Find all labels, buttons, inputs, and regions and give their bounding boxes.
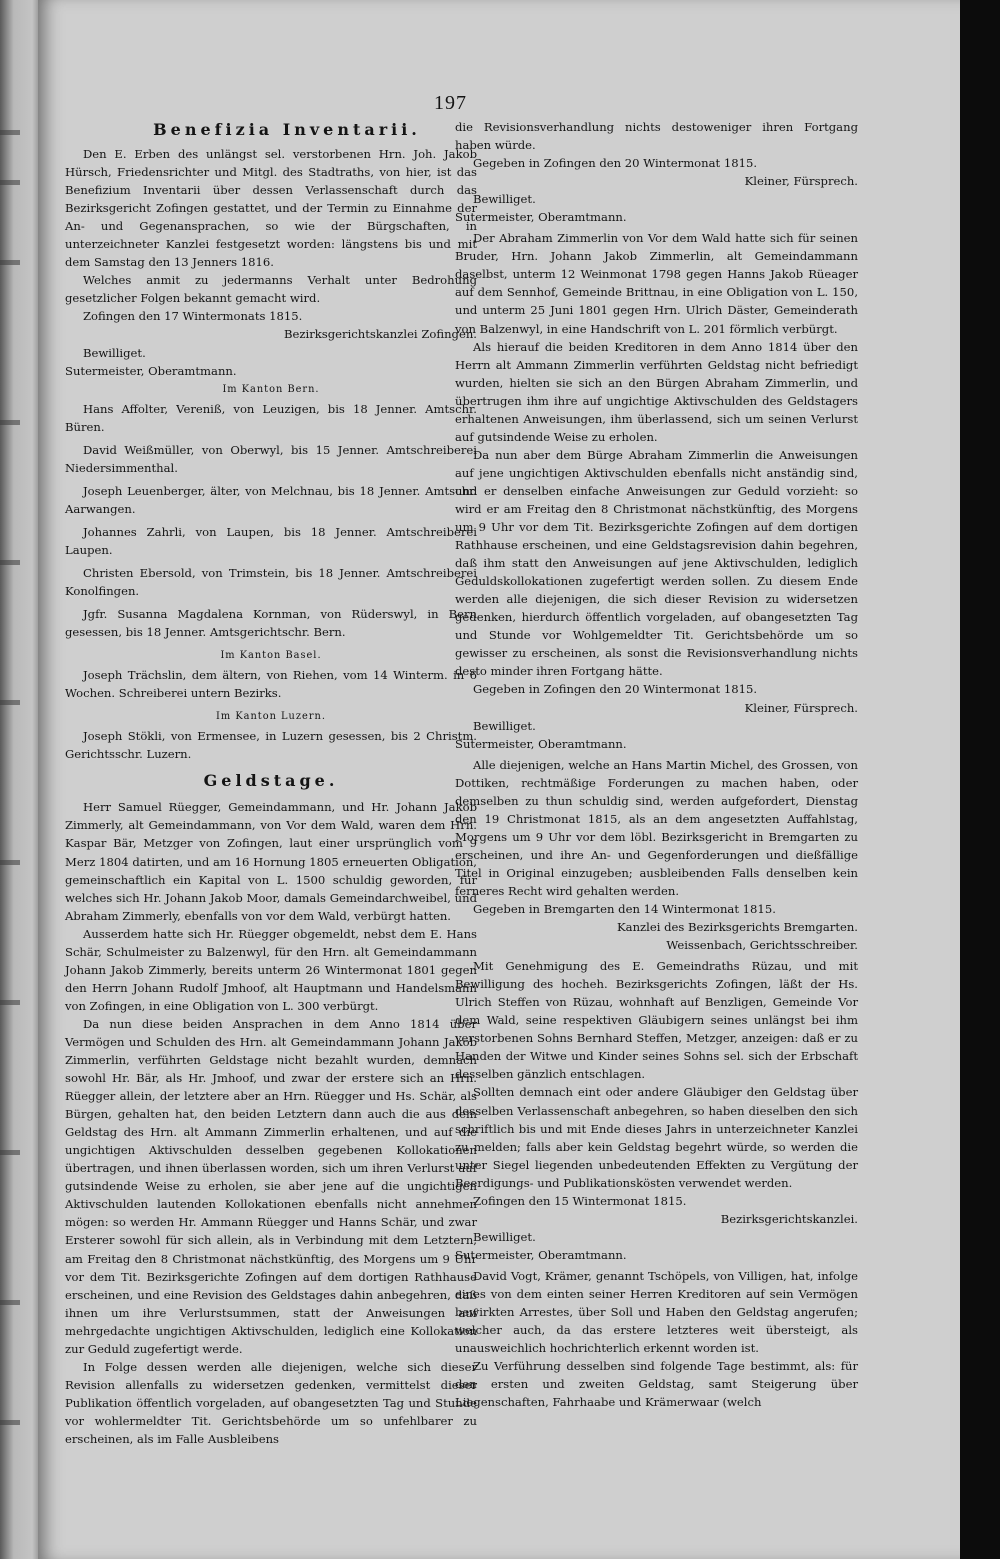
notice-paragraph: David Vogt, Krämer, genannt Tschöpels, von Villigen, hat, infolge eines von dem einten seiner Herren Kreditoren auf sein Vermögen bewirkten Arrestes, über Soll und Haben den Geldstag angerufen; welcher auch, da das erstere letzteres weit übersteigt, als unausweichlich hochrichterlich erkennt worden ist. bbox=[455, 1268, 858, 1356]
benefizia-approved: Bewilliget. bbox=[83, 345, 146, 360]
continuation-text: die Revisionsverhandlung nichts destoweniger ihren Fortgang haben würde. bbox=[455, 120, 858, 153]
notice-signature: Kleiner, Fürsprech. bbox=[744, 700, 858, 715]
benefizia-date: Zofingen den 17 Wintermonats 1815. bbox=[83, 309, 303, 324]
notice-paragraph: Zu Verführung desselben sind folgende Tage bestimmt, als: für den ersten und zweiten Geldstag, samt Steigerung über Liegenschaften, Fahrhaabe und Krämerwaar (welch bbox=[455, 1359, 858, 1410]
canton-bern-label: Im Kanton Bern. bbox=[222, 383, 320, 395]
official-name: Sutermeister, Oberamtmann. bbox=[455, 1247, 627, 1262]
benefizia-issuer: Bezirksgerichtskanzlei Zofingen. bbox=[284, 327, 477, 342]
geldstage-paragraph: In Folge dessen werden alle diejenigen, welche sich dieser Revision allenfalls zu widersetzen gedenken, vermittelst dieser Publikation öffentlich vorgeladen, auf obangesetzten Tag und Stunde vor wohlermeldter Tit. Gerichtsbehörde um so unfehlbarer zu erscheinen, als im Falle Ausbleibens bbox=[65, 1359, 477, 1446]
notice-paragraph: Als hierauf die beiden Kreditoren in dem Anno 1814 über den Herrn alt Ammann Zimmerlin verführten Geldstag nicht befriedigt wurden, hielten sie sich an den Bürgen Abraham Zimmerlin, und übertrugen ihm ihre auf ungichtige Aktivschulden des Geldstagers erhaltenen Anweisungen, ihm überlassend, sich um seinen Verlurst auf gutsindende Weise zu erholen. bbox=[455, 339, 858, 444]
notice-date: Zofingen den 15 Wintermonat 1815. bbox=[473, 1193, 687, 1208]
approved-label: Bewilliget. bbox=[473, 1229, 536, 1244]
bern-entry: Hans Affolter, Vereniß, von Leuzigen, bis 18 Jenner. Amtschr. Büren. bbox=[65, 401, 477, 434]
benefizia-official: Sutermeister, Oberamtmann. bbox=[65, 363, 237, 378]
bern-entry: Johannes Zahrli, von Laupen, bis 18 Jenner. Amtschreiberei Laupen. bbox=[65, 524, 477, 557]
notice-signature: Bezirksgerichtskanzlei. bbox=[720, 1211, 858, 1226]
notice-paragraph: Der Abraham Zimmerlin von Vor dem Wald hatte sich für seinen Bruder, Hrn. Johann Jakob Zimmerlin, alt Gemeindammann daselbst, unterm 12 Weinmonat 1798 gegen Hanns Jakob Rüeager auf dem Sennhof, Gemeinde Brittnau, in eine Obligation von L. 150, und unterm 25 Juni 1801 gegen Hrn. Ulrich Däster, Gemeinderath von Balzenwyl, in eine Handschrift von L. 201 förmlich verbürgt. bbox=[455, 231, 858, 336]
notice-paragraph: Sollten demnach eint oder andere Gläubiger den Geldstag über desselben Verlassenschaft anbegehren, so haben dieselben den sich schriftlich bis und mit Ende dieses Jahrs in unterzeichneter Kanzlei zu melden; falls aber kein Geldstag begehrt würde, so werden die unter Siegel liegenden unbedeutenden Effekten zu Vergütung der Beerdigungs- und Publikationskösten verwendet werden. bbox=[455, 1085, 858, 1190]
benefizia-paragraph: Den E. Erben des unlängst sel. verstorbenen Hrn. Joh. Jakob Hürsch, Friedensrichter und Mitgl. des Stadtraths, von hier, ist das Benefizium Inventarii über dessen Verlassenschaft durch das Bezirksgericht Zofingen gestattet, und der Termin zu Einnahme der An- und Gegenansprachen, so wie der Bürgschaften, in unterzeichneter Kanzlei festgesetzt worden: längstens bis und mit dem Samstag den 13 Jenners 1816. bbox=[65, 147, 477, 270]
geldstage-paragraph: Herr Samuel Rüegger, Gemeindammann, und Hr. Johann Jakob Zimmerly, alt Gemeindammann, von Vor dem Wald, waren dem Hrn. Kaspar Bär, Metzger von Zofingen, laut einer ursprünglich vom 9 Merz 1804 datirten, und am 16 Hornung 1805 erneuerten Obligation, gemeinschaftlich ein Kapital von L. 1500 schuldig geworden, für welches sich Hr. Johann Jakob Moor, damals Gemeindarchweibel, und Abraham Zimmerly, ebenfalls von vor dem Wald, verbürgt hatten. bbox=[65, 800, 477, 923]
notice-date: Gegeben in Bremgarten den 14 Wintermonat 1815. bbox=[473, 902, 776, 917]
bern-entry: Joseph Leuenberger, älter, von Melchnau, bis 18 Jenner. Amtschr. Aarwangen. bbox=[65, 483, 477, 516]
bern-entry: Jgfr. Susanna Magdalena Kornman, von Rüderswyl, in Bern gesessen, bis 18 Jenner. Amtsgerichtschr. Bern. bbox=[65, 607, 477, 640]
canton-luzern-label: Im Kanton Luzern. bbox=[216, 711, 326, 723]
geldstage-paragraph: Da nun diese beiden Ansprachen in dem Anno 1814 über Vermögen und Schulden des Hrn. alt Gemeindammann Johann Jakob Zimmerlin, verführten Geldstage nicht bezahlt wurden, demnach sowohl Hr. Bär, als Hr. Jmhoof, und zwar der erstere sich an Hrn. Rüegger allein, der letztere aber an Hrn. Rüegger und Hs. Schär, als Bürgen, gehalten hat, den beiden Letztern dann auch die aus dem Geldstag des Hrn. alt Ammann Zimmerlin erhaltenen, und auf die ungichtigen Aktivschulden desselben gegebenen Kollokationen übertragen, und ihnen überlassen worden, sich um ihren Verlurst auf gutsindende Weise zu erholen, sie aber jene auf die ungichtigen Aktivschulden lautenden Kollokationen ebenfalls nicht annehmen mögen: so werden Hr. Ammann Rüegger und Hanns Schär, und zwar Ersterer sowohl für sich allein, als in Verbindung mit dem Letztern, am Freitag den 8 Christmonat nächstkünftig, des Morgens um 9 Uhr vor dem Tit. Bezirksgerichte Zofingen auf dem dortigen Rathhause erscheinen, und eine Revision des Geldstages dahin anbegehren, daß ihnen um ihre Verlurstsummen, statt der Anweisungen auf mehrgedachte ungichtigen Aktivschulden, lediglich eine Kollokation zur Geduld zugefertigt werde. bbox=[65, 1016, 477, 1356]
bern-entry: Christen Ebersold, von Trimstein, bis 18 Jenner. Amtschreiberei Konolfingen. bbox=[65, 565, 477, 599]
geldstage-paragraph: Ausserdem hatte sich Hr. Rüegger obgemeldt, nebst dem E. Hans Schär, Schulmeister zu Balzenwyl, für den Hrn. alt Gemeindammann Johann Jakob Zimmerly, bereits unterm 26 Wintermonat 1801 gegen den Herrn Johann Rudolf Jmhoof, alt Hauptmann und Handelsmann von Zofingen, in eine Obligation von L. 300 verbürgt. bbox=[65, 926, 477, 1013]
right-column bbox=[455, 118, 858, 1411]
basel-entry: Joseph Trächslin, dem ältern, von Riehen, vom 14 Winterm. in 6 Wochen. Schreiberei untern Bezirks. bbox=[65, 668, 477, 701]
canton-basel-label: Im Kanton Basel. bbox=[220, 650, 322, 662]
notice-signature: Kanzlei des Bezirksgerichts Bremgarten. bbox=[617, 920, 858, 935]
geldstage-heading: Geldstage. bbox=[203, 771, 339, 791]
notice-signature: Weissenbach, Gerichtsschreiber. bbox=[666, 938, 858, 953]
notice-paragraph: Mit Genehmigung des E. Gemeindraths Rüzau, und mit Bewilligung des hocheh. Bezirksgerichts Zofingen, läßt der Hs. Ulrich Steffen von Rüzau, wohnhaft auf Benzligen, Gemeinde Vor dem Wald, seine respektiven Gläubigern seines unlängst bei ihm verstorbenen Sohns Bernhard Steffen, Metzger, anzeigen: daß er zu Handen der Witwe und Kinder seines Sohns sel. sich der Erbschaft desselben gänzlich entschlagen. bbox=[455, 959, 858, 1082]
approved-label: Bewilliget. bbox=[473, 192, 536, 207]
page-number: 197 bbox=[434, 92, 467, 114]
document-page bbox=[38, 0, 960, 1559]
benefizia-notice: Welches anmit zu jedermanns Verhalt unter Bedrohung gesetzlicher Folgen bekannt gemacht wird. bbox=[65, 273, 477, 306]
notice-paragraph: Alle diejenigen, welche an Hans Martin Michel, des Grossen, von Dottiken, rechtmäßige Forderungen zu machen haben, oder demselben zu thun schuldig sind, werden aufgefordert, Dienstag den 19 Christmonat 1815, als an dem angesetzten Auffahlstag, Morgens um 9 Uhr vor dem löbl. Bezirksgericht in Bremgarten zu erscheinen, und ihre An- und Gegenforderungen und dießfällige Titel in Original einzugeben; ausbleibenden Falls denselben kein ferneres Recht wird gehalten werden. bbox=[455, 757, 858, 898]
official-name: Sutermeister, Oberamtmann. bbox=[455, 736, 627, 751]
left-column bbox=[65, 118, 477, 1448]
notice-signature: Kleiner, Fürsprech. bbox=[744, 174, 858, 189]
bern-entry: David Weißmüller, von Oberwyl, bis 15 Jenner. Amtschreiberei Niedersimmenthal. bbox=[65, 442, 477, 475]
notice-date: Gegeben in Zofingen den 20 Wintermonat 1815. bbox=[473, 156, 758, 171]
luzern-entry: Joseph Stökli, von Ermensee, in Luzern gesessen, bis 2 Christm. Gerichtsschr. Luzern. bbox=[65, 729, 477, 762]
notice-date: Gegeben in Zofingen den 20 Wintermonat 1815. bbox=[473, 682, 758, 697]
benefizia-heading: Benefizia Inventarii. bbox=[153, 120, 421, 139]
approved-label: Bewilliget. bbox=[473, 718, 536, 733]
official-name: Sutermeister, Oberamtmann. bbox=[455, 210, 627, 225]
notice-paragraph: Da nun aber dem Bürge Abraham Zimmerlin die Anweisungen auf jene ungichtigen Aktivschulden ebenfalls nicht anständig sind, und er denselben einfache Anweisungen zur Geduld vorzieht: so wird er am Freitag den 8 Christmonat nächstkünftig, des Morgens um 9 Uhr vor dem Tit. Bezirksgerichte Zofingen auf dem dortigen Rathhause erscheinen, und eine Geldstagsrevision dahin begehren, daß ihm statt den Anweisungen auf jene Aktivschulden, lediglich Geduldskollokationen zugefertigt werden sollen. Zu diesem Ende werden alle diejenigen, die sich dieser Revision zu widersetzen gedenken, hierdurch öffentlich vorgeladen, auf obangesetzten Tag und Stunde vor Wohlgemeldter Tit. Gerichtsbehörde um so gewisser zu erscheinen, als sonst die Revisionsverhandlung nichts desto minder ihren Fortgang hätte. bbox=[455, 447, 858, 679]
